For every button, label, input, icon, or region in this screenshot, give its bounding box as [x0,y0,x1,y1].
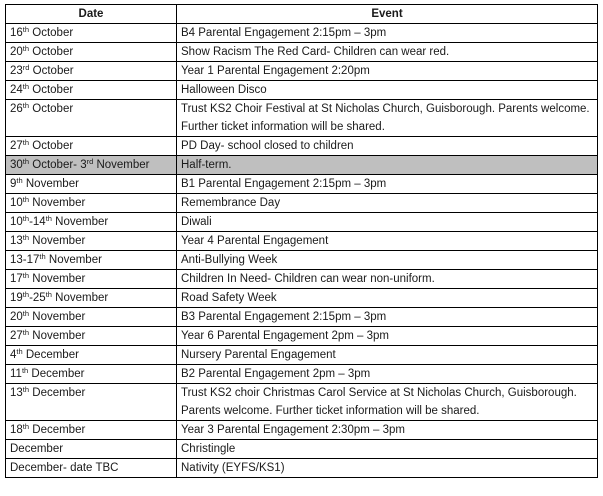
date-text: November [29,235,86,247]
date-ordinal-suffix: th [22,385,30,394]
date-text: October- 3 [29,159,87,171]
table-row [6,440,598,459]
date-text: -25 [29,292,46,304]
event-description-cell: Children In Need- Children can wear non-uniform. [177,270,598,289]
table-row [6,251,598,270]
date-ordinal-suffix: th [22,101,30,110]
date-text: 17 [10,273,23,285]
event-description-cell: Anti-Bullying Week [177,251,598,270]
event-description-cell: B1 Parental Engagement 2:15pm – 3pm [177,175,598,194]
event-description-cell: Year 1 Parental Engagement 2:20pm [177,62,598,81]
event-date-cell [6,137,177,156]
date-text: October [29,46,74,58]
event-date-cell [6,270,177,289]
date-text: 20 [10,46,23,58]
event-date-cell [6,384,177,421]
date-text: 16 [10,27,23,39]
event-date-cell [6,232,177,251]
table-row [6,365,598,384]
date-text: 4 [10,349,17,361]
events-table [5,4,598,478]
table-row [6,289,598,308]
event-date-cell [6,440,177,459]
date-text: 27 [10,330,23,342]
table-row [6,43,598,62]
event-description-cell: Nursery Parental Engagement [177,346,598,365]
table-row [6,327,598,346]
event-description-cell: Trust KS2 choir Christmas Carol Service at St Nicholas Church, Guisborough. Parents welcome. Further ticket information will be shared. [177,384,598,421]
event-date-cell [6,81,177,100]
date-text: 26 [10,103,23,115]
date-ordinal-suffix: th [22,328,30,337]
date-text: November [22,178,79,190]
event-date-cell [6,62,177,81]
table-row [6,459,598,478]
table-row [6,137,598,156]
date-text: 9 [10,178,17,190]
event-date-cell [6,213,177,232]
date-text: 10 [10,197,23,209]
date-text: 10 [10,216,23,228]
event-description-cell: PD Day- school closed to children [177,137,598,156]
table-row [6,62,598,81]
date-text: December [22,349,79,361]
date-ordinal-suffix: th [22,82,30,91]
date-text: October [29,140,74,152]
table-row [6,100,598,137]
date-text: October [29,27,74,39]
date-ordinal-suffix: th [45,214,52,223]
date-text: 19 [10,292,23,304]
event-description-cell: B2 Parental Engagement 2pm – 3pm [177,365,598,384]
date-ordinal-suffix: th [22,214,30,223]
date-ordinal-suffix: th [16,176,23,185]
events-calendar [5,4,597,478]
table-row [6,384,598,421]
date-text: 13 [10,235,23,247]
event-description-cell: B3 Parental Engagement 2:15pm – 3pm [177,308,598,327]
event-description-cell: B4 Parental Engagement 2:15pm – 3pm [177,24,598,43]
date-text: December [28,368,85,380]
event-description-cell: Year 6 Parental Engagement 2pm – 3pm [177,327,598,346]
table-row [6,81,598,100]
table-row [6,24,598,43]
date-text: December [29,387,86,399]
date-text: 20 [10,311,23,323]
date-ordinal-suffix: th [39,252,46,261]
date-ordinal-suffix: rd [22,63,30,72]
date-ordinal-suffix: th [22,290,30,299]
event-description-cell: Show Racism The Red Card- Children can wear red. [177,43,598,62]
date-text: -14 [29,216,46,228]
date-text: November [29,311,86,323]
events-table-body [6,24,598,478]
table-row [6,346,598,365]
event-date-cell [6,175,177,194]
date-text: 30 [10,159,23,171]
date-text: November [51,292,109,304]
table-row [6,421,598,440]
header-row [6,5,598,24]
date-column-header: Date [6,5,177,24]
event-description-cell: Remembrance Day [177,194,598,213]
date-ordinal-suffix: th [22,422,30,431]
table-row [6,213,598,232]
event-date-cell [6,346,177,365]
date-text: 18 [10,424,23,436]
date-ordinal-suffix: th [22,309,30,318]
event-date-cell [6,43,177,62]
date-text: December- date TBC [10,462,119,474]
date-text: November [51,216,109,228]
date-text: October [29,65,74,77]
table-row [6,308,598,327]
event-date-cell [6,194,177,213]
date-ordinal-suffix: th [21,366,29,375]
event-description-cell: Road Safety Week [177,289,598,308]
date-ordinal-suffix: th [22,25,30,34]
event-date-cell [6,365,177,384]
event-date-cell [6,308,177,327]
date-ordinal-suffix: rd [86,157,94,166]
date-ordinal-suffix: th [22,195,30,204]
event-date-cell [6,421,177,440]
event-description-cell: Year 4 Parental Engagement [177,232,598,251]
date-ordinal-suffix: th [22,138,30,147]
date-text: 27 [10,140,23,152]
date-text: November [93,159,150,171]
table-row [6,156,598,175]
date-text: 11 [10,368,22,380]
table-row [6,232,598,251]
event-description-cell: Half-term. [177,156,598,175]
date-text: 24 [10,84,23,96]
event-date-cell [6,251,177,270]
event-date-cell [6,156,177,175]
event-description-cell: Nativity (EYFS/KS1) [177,459,598,478]
event-date-cell [6,24,177,43]
date-ordinal-suffix: th [22,44,30,53]
date-text: October [29,84,74,96]
table-row [6,175,598,194]
date-text: November [29,330,86,342]
date-text: November [45,254,102,266]
date-text: 13-17 [10,254,40,266]
event-date-cell [6,327,177,346]
date-text: 23 [10,65,23,77]
table-row [6,194,598,213]
date-ordinal-suffix: th [22,271,30,280]
event-description-cell: Year 3 Parental Engagement 2:30pm – 3pm [177,421,598,440]
date-ordinal-suffix: th [16,347,23,356]
date-text: October [29,103,74,115]
table-row [6,270,598,289]
event-description-cell: Diwali [177,213,598,232]
event-date-cell [6,289,177,308]
event-description-cell: Christingle [177,440,598,459]
event-column-header: Event [177,5,598,24]
event-date-cell [6,459,177,478]
event-date-cell [6,100,177,137]
date-ordinal-suffix: th [45,290,52,299]
date-text: 13 [10,387,23,399]
date-ordinal-suffix: th [22,157,30,166]
date-text: November [29,197,86,209]
date-text: December [29,424,86,436]
date-ordinal-suffix: th [22,233,30,242]
date-text: December [10,443,64,455]
date-text: November [29,273,86,285]
event-description-cell: Halloween Disco [177,81,598,100]
event-description-cell: Trust KS2 Choir Festival at St Nicholas Church, Guisborough. Parents welcome. Further ticket information will be shared. [177,100,598,137]
